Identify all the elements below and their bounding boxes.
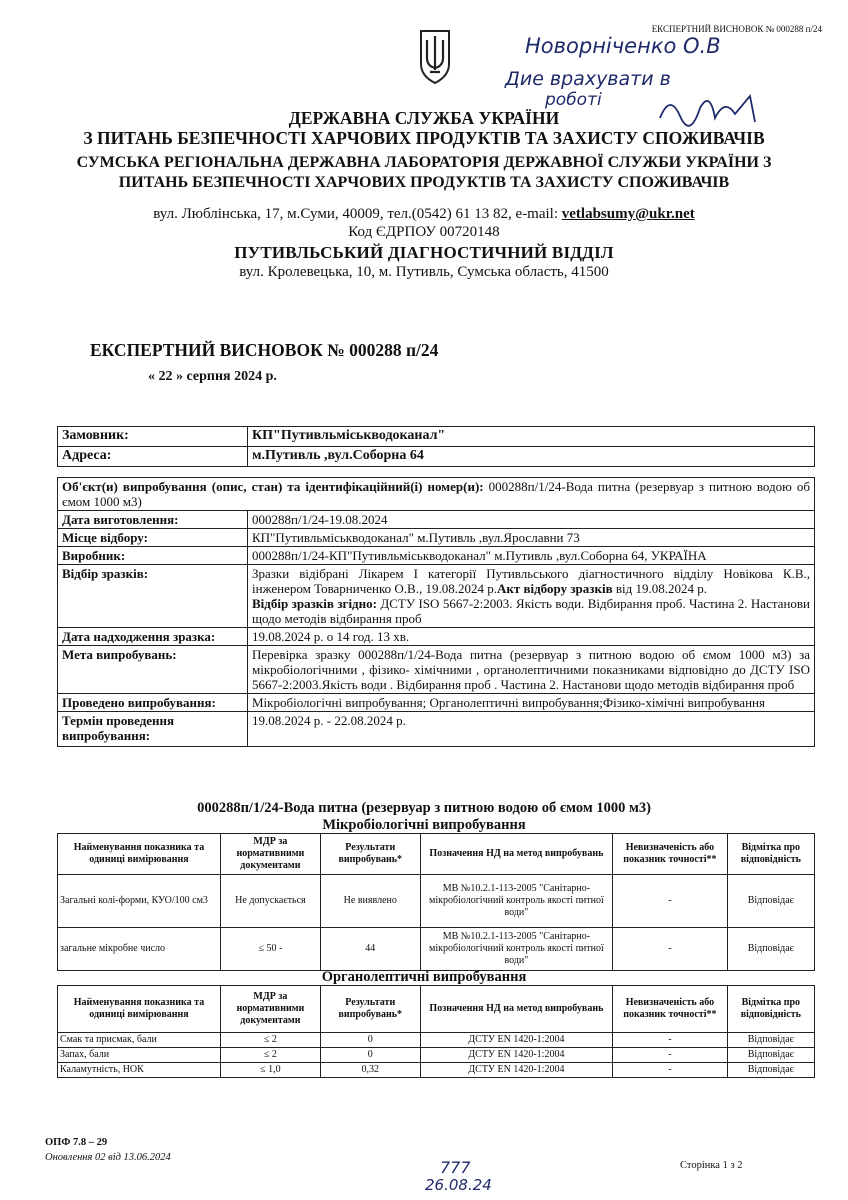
cell-name: Загальні колі-форми, КУО/100 см3: [58, 875, 221, 928]
table-row: [58, 712, 815, 747]
address-label: Адреса:: [58, 447, 248, 467]
handwritten-name: Новорніченко О.В: [525, 34, 721, 58]
mfg-date-value: 000288п/1/24-19.08.2024: [248, 511, 815, 529]
table-row: [58, 565, 815, 628]
top-reference: ЕКСПЕРТНИЙ ВИСНОВОК № 000288 п/24: [651, 24, 822, 34]
cell-uncertainty: -: [613, 1063, 728, 1078]
cell-mdr: ≤ 2: [220, 1048, 320, 1063]
cell-result: 0,32: [320, 1063, 420, 1078]
cell-uncertainty: -: [613, 1048, 728, 1063]
cell-name: Смак та присмак, бали: [58, 1033, 221, 1048]
received-value: 19.08.2024 р. о 14 год. 13 хв.: [248, 628, 815, 646]
period-value: 19.08.2024 р. - 22.08.2024 р.: [248, 712, 815, 747]
sampling-value: Зразки відібрані Лікарем І категорії Путивльського діагностичного відділу Новікова К.В., інженером Товарниченко О.В., 19.08.2024 р.Акт відбору зразків від 19.08.2024 р. Відбір зразків згідно: ДСТУ ISO 5667-2:2003. Якість води. Відбирання проб. Частина 2. Настанови щодо методів відбирання проб: [248, 565, 815, 628]
table-row: [58, 547, 815, 565]
micro-section-title: Мікробіологічні випробування: [322, 817, 526, 833]
table-row: [58, 447, 815, 467]
producer-value: 000288п/1/24-КП"Путивльміськводоканал" м.Путивль ,вул.Соборна 64, УКРАЇНА: [248, 547, 815, 565]
table-row: [58, 694, 815, 712]
client-table: [57, 426, 815, 467]
cell-method: ДСТУ EN 1420-1:2004: [420, 1033, 612, 1048]
col-method-header: Позначення НД на метод випробувань: [420, 986, 612, 1033]
handwritten-number: 777: [440, 1158, 471, 1177]
mfg-date-label: Дата виготовлення:: [58, 511, 248, 529]
sampling-act-label: Акт відбору зразків: [496, 581, 613, 596]
table-row: [58, 478, 815, 511]
table-header-row: [58, 834, 815, 875]
period-label: Термін проведення випробування:: [58, 712, 248, 747]
col-uncertainty-header: Невизначеність або показник точності**: [613, 834, 728, 875]
purpose-value: Перевірка зразку 000288п/1/24-Вода питна (резервуар з питною водою об ємом 1000 м3) за мікробіологічними , фізико- хімічними , органолептичними показниками відповідно до ДСТУ ISO 5667-2:2003.Якість води . Відбирання проб . Частина 2. Настанови щодо методів відбирання проб: [248, 646, 815, 694]
address-value: м.Путивль ,вул.Соборна 64: [248, 447, 815, 467]
micro-results-table: [57, 833, 815, 971]
cell-uncertainty: -: [613, 875, 728, 928]
cell-name: Запах, бали: [58, 1048, 221, 1063]
cell-name: Каламутність, НОК: [58, 1063, 221, 1078]
sampling-place-label: Місце відбору:: [58, 529, 248, 547]
department-title: ПУТИВЛЬСЬКИЙ ДІАГНОСТИЧНИЙ ВІДДІЛ: [234, 243, 614, 262]
cell-compliance: Відповідає: [727, 875, 814, 928]
table-row: [58, 628, 815, 646]
object-value: 000288п/1/24-Вода питна (резервуар з питною водою об ємом 1000 м3): [62, 479, 811, 509]
col-result-header: Результати випробувань*: [320, 834, 420, 875]
update-info: Оновлення 02 від 13.06.2024: [45, 1152, 171, 1163]
cell-method: ДСТУ EN 1420-1:2004: [420, 1048, 612, 1063]
col-name-header: Найменування показника та одиниці вимірювання: [58, 986, 221, 1033]
lab-header: СУМСЬКА РЕГІОНАЛЬНА ДЕРЖАВНА ЛАБОРАТОРІЯ ДЕРЖАВНОЇ СЛУЖБИ УКРАЇНИ З ПИТАНЬ БЕЗПЕЧНОСТІ ХАРЧОВИХ ПРОДУКТІВ ТА ЗАХИСТУ СПОЖИВАЧІВ: [76, 154, 772, 191]
tests-label: Проведено випробування:: [58, 694, 248, 712]
col-compliance-header: Відмітка про відповідність: [727, 986, 814, 1033]
cell-result: 0: [320, 1048, 420, 1063]
customer-label: Замовник:: [58, 427, 248, 447]
cell-result: 44: [320, 928, 420, 971]
table-row: [58, 529, 815, 547]
cell-mdr: ≤ 2: [220, 1033, 320, 1048]
cell-compliance: Відповідає: [727, 1048, 814, 1063]
sample-info-table: [57, 477, 815, 747]
cell-mdr: ≤ 1,0: [220, 1063, 320, 1078]
table-row: [58, 1048, 815, 1063]
page-number: Сторінка 1 з 2: [680, 1160, 743, 1171]
object-cell: [58, 478, 815, 511]
cell-result: 0: [320, 1033, 420, 1048]
col-compliance-header: Відмітка про відповідність: [727, 834, 814, 875]
department-address: вул. Кролевецька, 10, м. Путивль, Сумська область, 41500: [239, 264, 609, 280]
purpose-label: Мета випробувань:: [58, 646, 248, 694]
cell-method: МВ №10.2.1-113-2005 "Санітарно-мікробіологічний контроль якості питної води": [420, 928, 612, 971]
trident-emblem-icon: [418, 28, 452, 86]
table-row: [58, 427, 815, 447]
sampling-place-value: КП"Путивльміськводоканал" м.Путивль ,вул.Ярославни 73: [248, 529, 815, 547]
table-row: [58, 1033, 815, 1048]
cell-compliance: Відповідає: [727, 1063, 814, 1078]
cell-uncertainty: -: [613, 1033, 728, 1048]
cell-method: ДСТУ EN 1420-1:2004: [420, 1063, 612, 1078]
cell-name: загальне мікробне число: [58, 928, 221, 971]
table-row: [58, 928, 815, 971]
cell-mdr: Не допускається: [220, 875, 320, 928]
handwritten-note: Дие врахувати в: [505, 68, 671, 90]
sampling-standard-value: ДСТУ ISO 5667-2:2003. Якість води. Відбирання проб. Частина 2. Настанови щодо методів відбирання проб: [252, 596, 811, 626]
table-row: [58, 646, 815, 694]
col-method-header: Позначення НД на метод випробувань: [420, 834, 612, 875]
received-label: Дата надходження зразка:: [58, 628, 248, 646]
cell-compliance: Відповідає: [727, 928, 814, 971]
form-code: ОПФ 7.8 – 29: [45, 1137, 108, 1148]
producer-label: Виробник:: [58, 547, 248, 565]
handwritten-note-2: роботі: [545, 90, 602, 110]
table-row: [58, 1063, 815, 1078]
object-label: Об'єкт(и) випробування (опис, стан) та ідентифікаційний(і) номер(и):: [62, 479, 484, 494]
cell-method: МВ №10.2.1-113-2005 "Санітарно-мікробіологічний контроль якості питної води": [420, 875, 612, 928]
col-mdr-header: МДР за нормативними документами: [220, 834, 320, 875]
document-title: ЕКСПЕРТНИЙ ВИСНОВОК № 000288 п/24: [90, 340, 439, 360]
email-link[interactable]: vetlabsumy@ukr.net: [561, 206, 695, 222]
customer-value: КП"Путивльміськводоканал": [248, 427, 815, 447]
table-header-row: [58, 986, 815, 1033]
sampling-label: Відбір зразків:: [58, 565, 248, 628]
table-row: [58, 511, 815, 529]
col-name-header: Найменування показника та одиниці вимірювання: [58, 834, 221, 875]
cell-compliance: Відповідає: [727, 1033, 814, 1048]
edrpou-code: Код ЄДРПОУ 00720148: [348, 224, 500, 240]
cell-uncertainty: -: [613, 928, 728, 971]
col-mdr-header: МДР за нормативними документами: [220, 986, 320, 1033]
sample-results-title: 000288п/1/24-Вода питна (резервуар з питною водою об ємом 1000 м3): [197, 800, 651, 816]
handwritten-date: 26.08.24: [425, 1176, 492, 1194]
cell-result: Не виявлено: [320, 875, 420, 928]
col-uncertainty-header: Невизначеність або показник точності**: [613, 986, 728, 1033]
table-row: [58, 875, 815, 928]
organo-section-title: Органолептичні випробування: [321, 969, 527, 985]
lab-address: вул. Люблінська, 17, м.Суми, 40009, тел.(0542) 61 13 82, e-mail: vetlabsumy@ukr.net: [153, 206, 695, 222]
organo-results-table: [57, 985, 815, 1078]
cell-mdr: ≤ 50 -: [220, 928, 320, 971]
tests-value: Мікробіологічні випробування; Органолептичні випробування;Фізико-хімічні випробування: [248, 694, 815, 712]
sampling-standard-label: Відбір зразків згідно:: [252, 596, 377, 611]
col-result-header: Результати випробувань*: [320, 986, 420, 1033]
document-date: « 22 » серпня 2024 р.: [148, 369, 277, 384]
agency-header: ДЕРЖАВНА СЛУЖБА УКРАЇНИ З ПИТАНЬ БЕЗПЕЧНОСТІ ХАРЧОВИХ ПРОДУКТІВ ТА ЗАХИСТУ СПОЖИВАЧІВ: [83, 108, 765, 148]
